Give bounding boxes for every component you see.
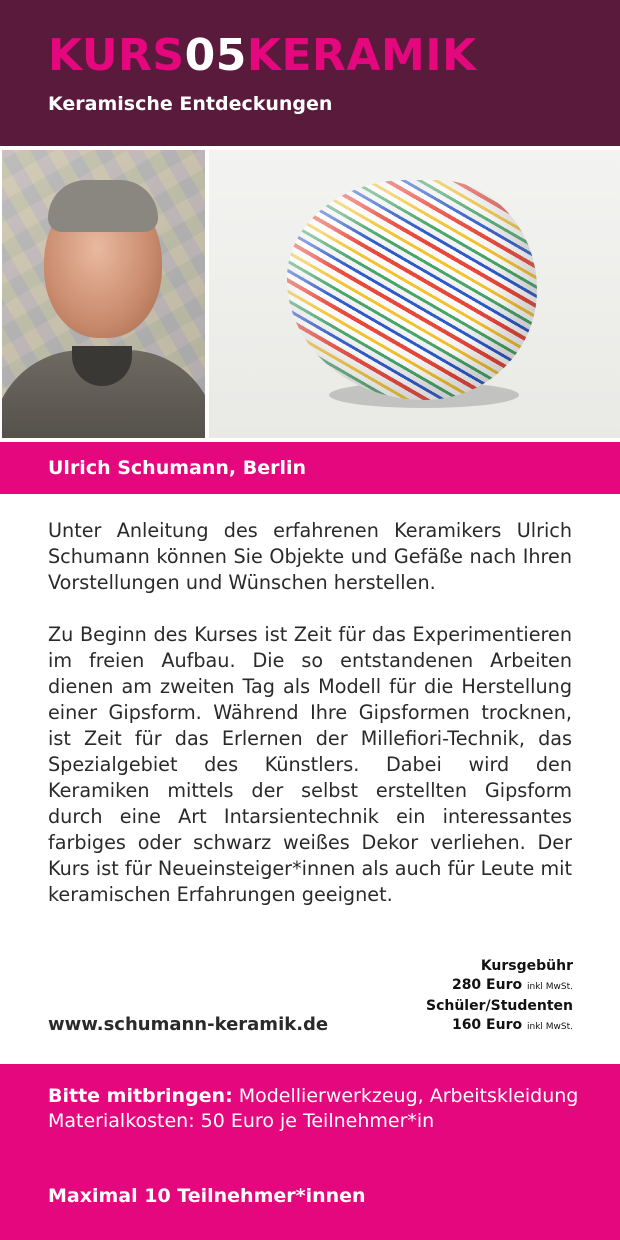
millefiori-ceramic-sculpture — [287, 180, 537, 400]
fee-student-price: 160 Euro — [451, 1017, 523, 1033]
fee-label: Kursgebühr — [480, 958, 573, 974]
instructor-band — [0, 442, 620, 494]
bring-info — [48, 1084, 588, 1134]
header-band — [0, 0, 620, 146]
ceramic-object-image — [209, 150, 620, 438]
material-costs: Materialkosten: 50 Euro je Teilnehmer*in — [48, 1110, 435, 1132]
photo-row — [0, 148, 620, 440]
fee-student-label: Schüler/Studenten — [425, 998, 573, 1014]
footer-band — [0, 1064, 620, 1240]
bring-items: Modellierwerkzeug, Arbeitskleidung — [232, 1085, 579, 1107]
course-number: 05 — [184, 30, 247, 81]
description-paragraph-1: Unter Anleitung des erfahrenen Keramikers Ulrich Schumann können Sie Objekte und Gefäße nach Ihren Vorstellungen und Wünschen herstellen. — [48, 519, 572, 594]
fee-regular-price: 280 Euro — [451, 977, 523, 993]
bring-label: Bitte mitbringen: — [48, 1085, 233, 1107]
course-title-keramik: KERAMIK — [246, 30, 477, 81]
bring-line — [48, 1084, 588, 1109]
course-subtitle: Keramische Entdeckungen — [48, 93, 333, 115]
course-title-kurs: KURS — [48, 30, 185, 81]
course-title — [48, 30, 477, 82]
fee-student — [426, 1016, 573, 1037]
portrait-hair — [48, 180, 158, 232]
instructor-portrait-image — [2, 150, 205, 438]
max-participants: Maximal 10 Teilnehmer*innen — [48, 1185, 366, 1207]
instructor-name: Ulrich Schumann, Berlin — [48, 457, 307, 479]
fee-regular-note: inkl MwSt. — [526, 982, 573, 992]
description-paragraph-2: Zu Beginn des Kurses ist Zeit für das Experimentieren im freien Aufbau. Die so entstandenen Arbeiten dienen am zweiten Tag als Modell für die Herstellung einer Gipsform. Während Ihre Gipsformen trocknen, ist Zeit für das Erlernen der Millefiori-Technik, das Spezialgebiet des Künstlers. Dabei wird den Keramiken mittels der selbst erstellten Gipsform durch eine Art Intarsientechnik ein interessantes farbiges oder schwarz weißes Dekor verliehen. Der Kurs ist für Neueinsteiger*innen als auch für Leute mit keramischen Erfahrungen geeignet. — [48, 623, 572, 906]
fee-student-note: inkl MwSt. — [526, 1022, 573, 1032]
website-link[interactable]: www.schumann-keramik.de — [48, 1014, 329, 1035]
course-description — [48, 518, 572, 934]
fee-block — [426, 957, 573, 1037]
fee-regular — [426, 976, 573, 997]
